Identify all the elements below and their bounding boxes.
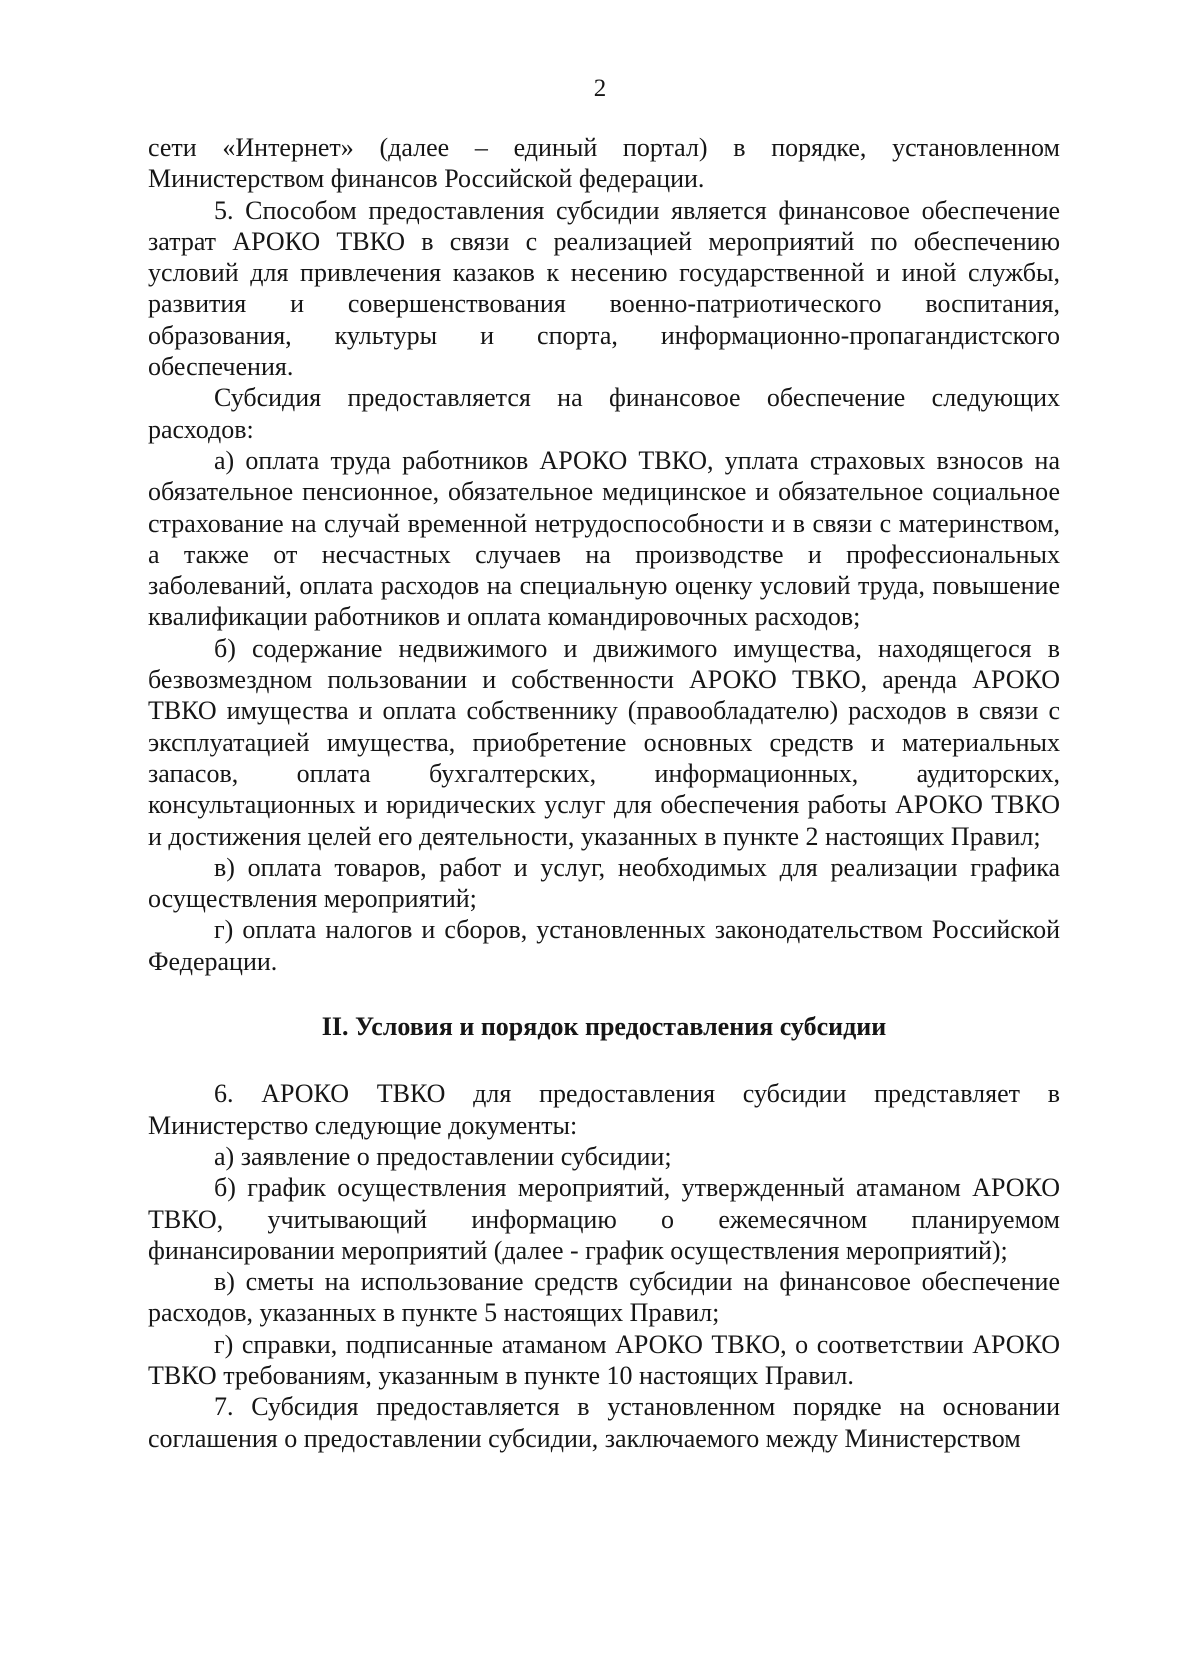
paragraph-doc-b: б) график осуществления мероприятий, утвержденный атаманом АРОКО ТВКО, учитывающий информацию о ежемесячном планируемом финансировании мероприятий (далее - график осуществления мероприятий); [148, 1173, 1060, 1265]
paragraph-item-5: 5. Способом предоставления субсидии является финансовое обеспечение затрат АРОКО ТВКО в связи с реализацией мероприятий по обеспечению условий для привлечения казаков к несению государственной и иной службы, развития и совершенствования военно-патриотического воспитания, образования, культуры и спорта, информационно-пропагандистского обеспечения. [148, 195, 1060, 382]
paragraph-doc-a: а) заявление о предоставлении субсидии; [214, 1141, 672, 1171]
page-number: 2 [593, 75, 607, 102]
document-body [148, 132, 1060, 1454]
section-heading: II. Условия и порядок предоставления субсидии [321, 1012, 887, 1042]
paragraph-continuation: сети «Интернет» (далее – единый портал) в порядке, установленном Министерством финансов Российской федерации. [148, 133, 1060, 194]
paragraph-item-7: 7. Субсидия предоставляется в установленном порядке на основании соглашения о предоставлении субсидии, заключаемого между Министерством [148, 1392, 1060, 1453]
paragraph-doc-g: г) справки, подписанные атаманом АРОКО ТВКО, о соответствии АРОКО ТВКО требованиям, указанным в пункте 10 настоящих Правил. [148, 1329, 1060, 1390]
paragraph-doc-v: в) сметы на использование средств субсидии на финансовое обеспечение расходов, указанных в пункте 5 настоящих Правил; [148, 1267, 1060, 1328]
paragraph-subitem-a: а) оплата труда работников АРОКО ТВКО, уплата страховых взносов на обязательное пенсионное, обязательное медицинское и обязательное социальное страхование на случай временной нетрудоспособности и в связи с материнством, а также от несчастных случаев на производстве и профессиональных заболеваний, оплата расходов на специальную оценку условий труда, повышение квалификации работников и оплата командировочных расходов; [148, 445, 1060, 632]
paragraph-subitem-g: г) оплата налогов и сборов, установленных законодательством Российской Федерации. [148, 915, 1060, 976]
paragraph-item-6: 6. АРОКО ТВКО для предоставления субсидии представляет в Министерство следующие документы: [148, 1079, 1060, 1140]
paragraph-subitem-v: в) оплата товаров, работ и услуг, необходимых для реализации графика осуществления мероприятий; [148, 852, 1060, 914]
paragraph-subsidy-expenses: Субсидия предоставляется на финансовое обеспечение следующих расходов: [148, 383, 1060, 444]
paragraph-subitem-b: б) содержание недвижимого и движимого имущества, находящегося в безвозмездном пользовании и собственности АРОКО ТВКО, аренда АРОКО ТВКО имущества и оплата собственнику (правообладателю) расходов в связи с эксплуатацией имущества, приобретение основных средств и материальных запасов, оплата бухгалтерских, информационных, аудиторских, консультационных и юридических услуг для обеспечения работы АРОКО ТВКО и достижения целей его деятельности, указанных в пункте 2 настоящих Правил; [148, 633, 1060, 851]
